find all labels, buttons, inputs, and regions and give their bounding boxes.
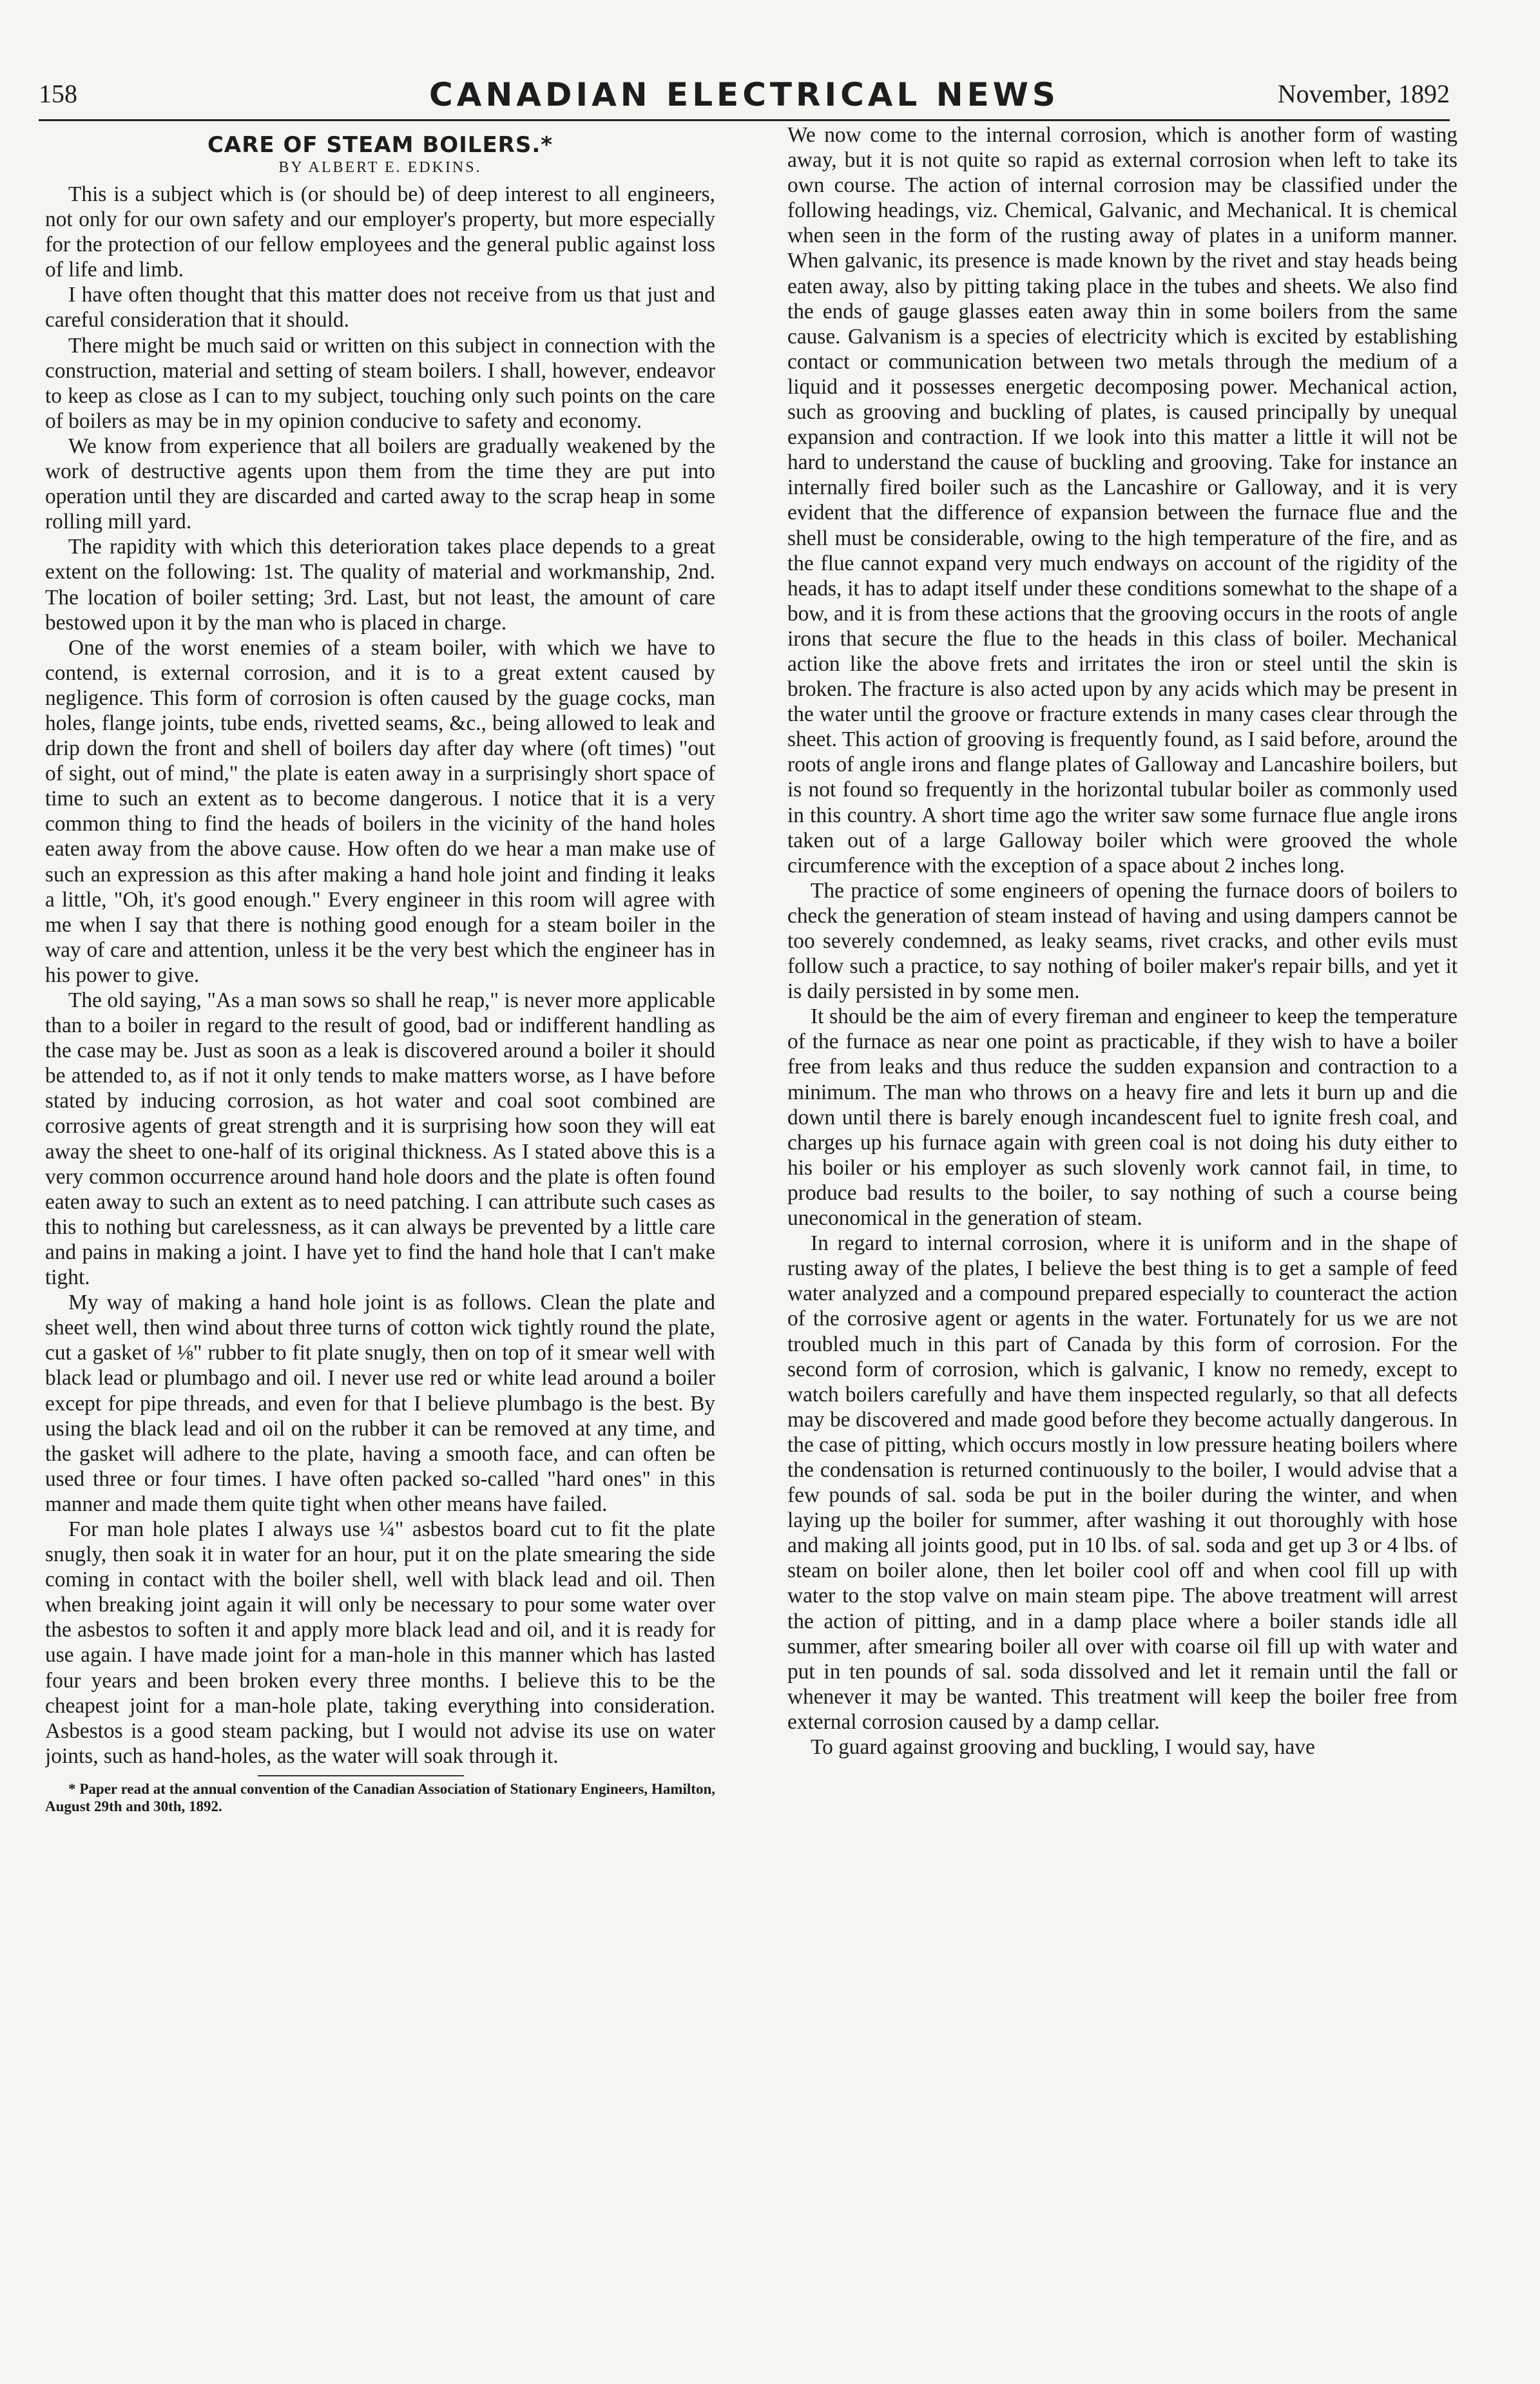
paragraph: It should be the aim of every fireman and engineer to keep the temperature of the furnace as near one point as practicable, if they wish to have a boiler free from leaks and thus reduce the sudden expansion and contraction to a minimum. The man who throws on a heavy fire and lets it burn up and die down until there is barely enough incandescent fuel to ignite fresh coal, and charges up his furnace again with green coal is not doing his duty either to his boiler or his employer as such slovenly work cannot fail, in time, to produce bad results to the boiler, to say nothing of such a course being uneconomical in the generation of steam.: [787, 1005, 1458, 1231]
paragraph: For man hole plates I always use ¼" asbestos board cut to fit the plate snugly, then soak it in water for an hour, put it on the plate smearing the side coming in contact with the boiler shell, well with black lead and oil. Then when breaking joint again it will only be necessary to pour some water over the asbestos to soften it and apply more black lead and oil, and it is ready for use again. I have made joint for a man-hole in this manner which has lasted four years and been broken every three months. I believe this to be the cheapest joint for a man-hole plate, taking everything into consideration. Asbestos is a good steam packing, but I would not advise its use on water joints, such as hand-holes, as the water will soak through it.: [45, 1517, 715, 1768]
paragraph: The rapidity with which this deterioration takes place depends to a great extent on the following: 1st. The quality of material and workmanship, 2nd. The location of boiler setting; 3rd. Last, but not least, the amount of care bestowed upon it by the man who is placed in charge.: [45, 535, 715, 635]
paragraph: The practice of some engineers of opening the furnace doors of boilers to check the generation of steam instead of having and using dampers cannot be too severely condemned, as leaky seams, rivet cracks, and other evils must follow such a practice, to say nothing of boiler maker's repair bills, and yet it is daily persisted in by some men.: [787, 878, 1458, 1004]
header-rule: [39, 119, 1450, 121]
left-column-body: [45, 182, 715, 1769]
paragraph: This is a subject which is (or should be) of deep interest to all engineers, not only for our own safety and our employer's property, but more especially for the protection of our fellow employees and the general public against loss of life and limb.: [45, 182, 715, 282]
paragraph: We know from experience that all boilers are gradually weakened by the work of destructive agents upon them from the time they are put into operation until they are discarded and carted away to the scrap heap in some rolling mill yard.: [45, 434, 715, 534]
right-column: [787, 122, 1458, 2339]
paragraph: I have often thought that this matter does not receive from us that just and careful consideration that it should.: [45, 283, 715, 332]
masthead: CANADIAN ELECTRICAL NEWS: [429, 76, 1059, 113]
issue-date: November, 1892: [1277, 79, 1450, 108]
paragraph: In regard to internal corrosion, where it is uniform and in the shape of rusting away of the plates, I believe the best thing is to get a sample of feed water analyzed and a compound prepared especially to counteract the action of the corrosive agent or agents in the water. Fortunately for us we are not troubled much in this part of Canada by this form of corrosion. For the second form of corrosion, which is galvanic, I know no remedy, except to watch boilers carefully and have them inspected regularly, so that all defects may be discovered and made good before they become actually dangerous. In the case of pitting, which occurs mostly in low pressure heating boilers where the condensation is returned continuously to the boiler, I would advise that a few pounds of sal. soda be put in the boiler during the winter, and when laying up the boiler for summer, after washing it out thoroughly with hose and making all joints good, put in 10 lbs. of sal. soda and get up 3 or 4 lbs. of steam on boiler alone, then let boiler cool off and when cool fill up with water to the stop valve on main steam pipe. The above treatment will arrest the action of pitting, and in a damp place where a boiler stands idle all summer, after smearing boiler all over with coarse oil fill up with water and put in ten pounds of sal. soda dissolved and let it remain until the fall or whenever it may be wanted. This treatment will keep the boiler free from external corrosion caused by a damp cellar.: [787, 1231, 1458, 1734]
left-column: [45, 122, 715, 2339]
paragraph: My way of making a hand hole joint is as follows. Clean the plate and sheet well, then wind about three turns of cotton wick tightly round the plate, cut a gasket of ⅛" rubber to fit plate snugly, then on top of it smear well with black lead or plumbago and oil. I never use red or white lead around a boiler except for pipe threads, and even for that I believe plumbago is the best. By using the black lead and oil on the rubber it can be removed at any time, and the gasket will adhere to the plate, having a smooth face, and can often be used three or four times. I have often packed so-called "hard ones" in this manner and made them quite tight when other means have failed.: [45, 1291, 715, 1516]
article-byline: BY ALBERT E. EDKINS.: [278, 159, 482, 176]
article-title: CARE OF STEAM BOILERS.*: [207, 132, 553, 158]
paragraph: One of the worst enemies of a steam boiler, with which we have to contend, is external corrosion, and it is to a great extent caused by negligence. This form of corrosion is often caused by the guage cocks, man holes, flange joints, tube ends, rivetted seams, &c., being allowed to leak and drip down the front and shell of boilers day after day where (oft times) "out of sight, out of mind," the plate is eaten away in a surprisingly short space of time to such an extent as to become dangerous. I notice that it is a very common thing to find the heads of boilers in the vicinity of the hand holes eaten away from the above cause. How often do we hear a man make use of such an expression as this after making a hand hole joint and finding it leaks a little, "Oh, it's good enough." Every engineer in this room will agree with me when I say that there is nothing good enough for a steam boiler in the way of care and attention, unless it be the very best which the engineer has in his power to give.: [45, 635, 715, 987]
page-number: 158: [39, 79, 77, 108]
page-header: [39, 76, 1450, 117]
paragraph: To guard against grooving and buckling, I would say, have: [811, 1735, 1315, 1759]
paragraph: The old saying, "As a man sows so shall he reap," is never more applicable than to a boiler in regard to the result of good, bad or indifferent handling as the case may be. Just as soon as a leak is discovered around a boiler it should be attended to, as if not it only tends to make matters worse, as I have before stated by inducing corrosion, as hot water and coal soot combined are corrosive agents of great strength and it is surprising how soon they will eat away the sheet to one-half of its original thickness. As I stated above this is a very common occurrence around hand hole doors and the plate is often found eaten away to such an extent as to need patching. I can attribute such cases as this to nothing but carelessness, as it can always be prevented by a little care and pains in making a joint. I have yet to find the hand hole that I can't make tight.: [45, 988, 715, 1290]
paragraph: There might be much said or written on this subject in connection with the construction, material and setting of steam boilers. I shall, however, endeavor to keep as close as I can to my subject, touching only such points on the care of boilers as may be in my opinion conducive to safety and economy.: [45, 333, 715, 433]
right-column-body: [787, 122, 1458, 1760]
paragraph: We now come to the internal corrosion, which is another form of wasting away, but it is not quite so rapid as external corrosion when left to take its own course. The action of internal corrosion may be classified under the following headings, viz. Chemical, Galvanic, and Mechanical. It is chemical when seen in the form of the rusting away of plates in a uniform manner. When galvanic, its presence is made known by the rivet and stay heads being eaten away, also by pitting taking place in the tubes and sheets. We also find the ends of gauge glasses eaten away thin in some boilers from the same cause. Galvanism is a species of electricity which is excited by establishing contact or communication between two metals through the medium of a liquid and it possesses energetic decomposing power. Mechanical action, such as grooving and buckling of plates, is caused principally by unequal expansion and contraction. If we look into this matter a little it will not be hard to understand the cause of buckling and grooving. Take for instance an internally fired boiler such as the Lancashire or Galloway, and it is very evident that the difference of expansion between the furnace flue and the shell must be considerable, owing to the high temperature of the fire, and as the flue cannot expand very much endways on account of the rigidity of the heads, it has to adapt itself under these conditions somewhat to the shape of a bow, and it is from these actions that the grooving occurs in the roots of angle irons that secure the flue to the heads in this class of boiler. Mechanical action like the above frets and irritates the iron or steel until the skin is broken. The fracture is also acted upon by any acids which may be present in the water until the groove or fracture extends in many cases clear through the sheet. This action of grooving is frequently found, as I said before, around the roots of angle irons and flange plates of Galloway and Lancashire boilers, but is not found so frequently in the horizontal tubular boiler as commonly used in this country. A short time ago the writer saw some furnace flue angle irons taken out of a large Galloway boiler which were grooved the whole circumference with the exception of a space about 2 inches long.: [787, 123, 1458, 878]
footnote-rule: [258, 1775, 464, 1776]
footnote: * Paper read at the annual convention of the Canadian Association of Stationary Engineers, Hamilton, August 29th and 30th, 1892.: [45, 1780, 715, 1814]
